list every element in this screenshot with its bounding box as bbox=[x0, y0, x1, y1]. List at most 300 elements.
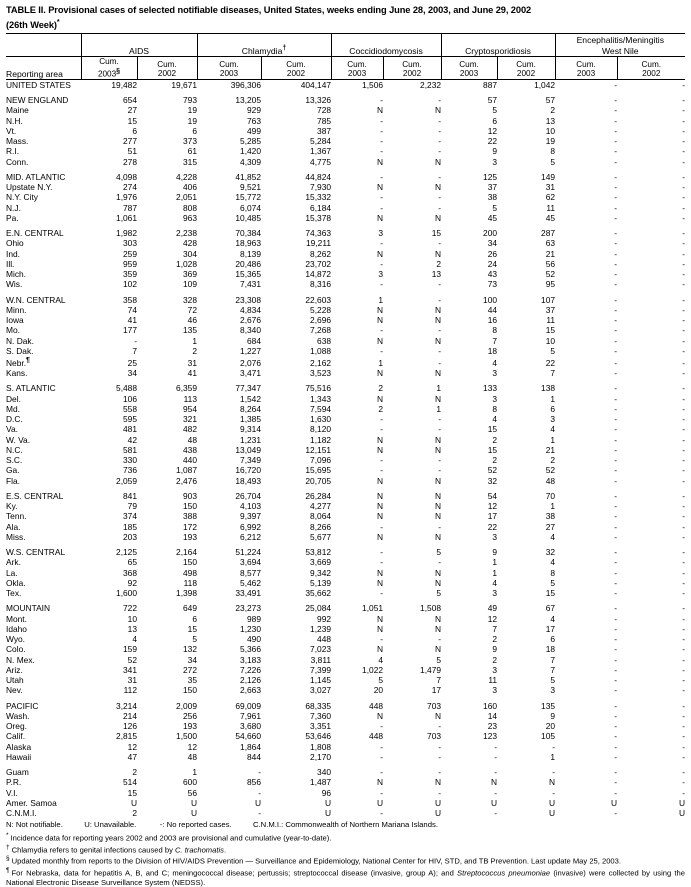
row-value-cell: 5,139 bbox=[310, 577, 332, 588]
row-value-cell: - bbox=[682, 238, 686, 249]
row-value-cell: 105 bbox=[541, 731, 556, 742]
row-value-cell: 341 bbox=[123, 664, 137, 675]
row-value-cell: - bbox=[682, 192, 686, 203]
row-value-cell: 448 bbox=[369, 700, 384, 711]
row-value-cell: - bbox=[614, 511, 618, 522]
row-value-cell: 1,542 bbox=[240, 393, 261, 404]
row-value-cell: - bbox=[438, 136, 442, 147]
header-group-row bbox=[6, 34, 685, 57]
row-value-cell: 9 bbox=[550, 710, 556, 721]
table-row bbox=[6, 547, 685, 557]
row-value-cell: - bbox=[682, 567, 686, 578]
row-value-cell: - bbox=[614, 212, 618, 223]
row-value-cell: 125 bbox=[483, 171, 498, 182]
row-value-cell: 2,125 bbox=[116, 547, 137, 558]
row-value-cell: 77,347 bbox=[235, 383, 261, 394]
row-value-cell: 5 bbox=[436, 654, 442, 665]
row-value-cell: 6,074 bbox=[240, 202, 261, 213]
table-row bbox=[6, 126, 685, 136]
row-value-cell: - bbox=[614, 603, 618, 614]
row-value-cell: 959 bbox=[123, 258, 137, 269]
row-value-cell: - bbox=[682, 603, 686, 614]
row-value-cell: N bbox=[376, 644, 384, 655]
row-value-cell: - bbox=[614, 434, 618, 445]
row-value-cell: 185 bbox=[123, 521, 137, 532]
row-value-cell: 7,023 bbox=[310, 644, 332, 655]
footnote-legend: N: Not notifiable. U: Unavailable. -: No reported cases. C.N.M.I.: Commonwealth of Northern Mariana Islands. bbox=[6, 820, 438, 830]
row-value-cell: 41,852 bbox=[235, 171, 261, 182]
row-value-cell: - bbox=[614, 455, 618, 466]
row-value-cell: 2,815 bbox=[116, 731, 137, 742]
footnote-text: Incidence data for reporting years 2002 and 2003 are provisional and cumulative (year-to-date). bbox=[10, 833, 332, 843]
row-value-cell: 2 bbox=[550, 455, 556, 466]
row-value-cell: 1,385 bbox=[240, 414, 261, 425]
row-value-cell: - bbox=[380, 767, 384, 778]
row-value-cell: U bbox=[324, 797, 332, 808]
row-value-cell: - bbox=[614, 700, 618, 711]
row-value-cell: N bbox=[434, 490, 442, 501]
row-value-cell: N bbox=[434, 567, 442, 578]
row-value-cell: - bbox=[438, 294, 442, 305]
row-value-cell: - bbox=[438, 767, 442, 778]
row-value-cell: 4,775 bbox=[310, 156, 332, 167]
row-value-cell: 2 bbox=[492, 634, 498, 645]
row-value-cell: - bbox=[614, 403, 618, 414]
row-value-cell: N bbox=[376, 777, 384, 788]
row-value-cell: - bbox=[380, 325, 384, 336]
row-value-cell: 315 bbox=[183, 156, 197, 167]
row-value-cell: 20,486 bbox=[235, 258, 261, 269]
header-sub-crypto-2002: Cum. 2002 bbox=[497, 57, 555, 80]
row-value-cell: 7 bbox=[492, 335, 498, 346]
row-value-cell: - bbox=[614, 258, 618, 269]
row-value-cell: N bbox=[434, 335, 442, 346]
table-body bbox=[6, 79, 685, 818]
row-value-cell: 2 bbox=[492, 434, 498, 445]
table-row bbox=[6, 192, 685, 202]
row-value-cell: N bbox=[434, 248, 442, 259]
row-value-cell: - bbox=[682, 248, 686, 259]
row-value-cell: 3,523 bbox=[310, 368, 332, 379]
footnote-item bbox=[6, 854, 685, 866]
row-value-cell: 48 bbox=[545, 475, 556, 486]
row-value-cell: 3 bbox=[492, 368, 498, 379]
row-value-cell: 1,508 bbox=[420, 603, 442, 614]
row-area-label: Iowa bbox=[6, 315, 24, 326]
row-value-cell: 1,182 bbox=[310, 434, 332, 445]
row-area-label: N.C. bbox=[6, 444, 23, 455]
row-value-cell: N bbox=[434, 644, 442, 655]
row-value-cell: 43 bbox=[487, 269, 498, 280]
row-value-cell: 8,316 bbox=[310, 279, 332, 290]
row-value-cell: 49 bbox=[487, 603, 498, 614]
row-value-cell: - bbox=[614, 521, 618, 532]
row-value-cell: 8,120 bbox=[310, 424, 332, 435]
table-row bbox=[6, 213, 685, 223]
table-row bbox=[6, 685, 685, 695]
row-value-cell: 703 bbox=[427, 700, 442, 711]
row-value-cell: 2,696 bbox=[310, 315, 332, 326]
row-value-cell: - bbox=[682, 357, 686, 368]
row-area-label: Tex. bbox=[6, 588, 22, 599]
row-value-cell: 106 bbox=[123, 393, 137, 404]
row-value-cell: 359 bbox=[123, 269, 137, 280]
row-value-cell: 13,205 bbox=[235, 95, 261, 106]
row-value-cell: U bbox=[678, 797, 686, 808]
row-value-cell: N bbox=[434, 475, 442, 486]
row-value-cell: 4 bbox=[132, 634, 137, 645]
row-value-cell: 21 bbox=[545, 248, 556, 259]
row-value-cell: 498 bbox=[183, 567, 197, 578]
row-value-cell: 4,098 bbox=[116, 171, 137, 182]
row-value-cell: 16,720 bbox=[235, 465, 261, 476]
table-row bbox=[6, 79, 685, 90]
row-value-cell: 17 bbox=[431, 685, 442, 696]
row-value-cell: 57 bbox=[487, 95, 498, 106]
row-area-label: W.S. CENTRAL bbox=[6, 547, 66, 558]
row-value-cell: - bbox=[614, 634, 618, 645]
row-value-cell: 1,088 bbox=[310, 345, 332, 356]
row-value-cell: 133 bbox=[483, 383, 498, 394]
table-row bbox=[6, 95, 685, 105]
row-value-cell: 6,359 bbox=[176, 383, 197, 394]
row-value-cell: - bbox=[380, 238, 384, 249]
row-value-cell: 9 bbox=[492, 547, 498, 558]
row-value-cell: 100 bbox=[483, 294, 498, 305]
row-value-cell: 7,096 bbox=[310, 455, 332, 466]
row-value-cell: - bbox=[682, 125, 686, 136]
row-value-cell: 448 bbox=[369, 731, 384, 742]
footnote-text-tail: . bbox=[223, 845, 227, 855]
row-value-cell: 4 bbox=[550, 557, 556, 568]
row-value-cell: 328 bbox=[183, 294, 197, 305]
row-value-cell: 1,420 bbox=[240, 146, 261, 157]
row-value-cell: 8 bbox=[550, 146, 556, 157]
row-value-cell: U bbox=[610, 797, 618, 808]
row-value-cell: N bbox=[376, 393, 384, 404]
row-value-cell: 41 bbox=[187, 368, 197, 379]
row-value-cell: 595 bbox=[123, 414, 137, 425]
row-value-cell: - bbox=[682, 721, 686, 732]
row-area-label: N.J. bbox=[6, 202, 21, 213]
header-sub-crypto-2003: Cum. 2003 bbox=[441, 57, 497, 80]
row-value-cell: 22 bbox=[487, 136, 498, 147]
row-value-cell: 654 bbox=[123, 95, 137, 106]
footnote-text-tail: (invasive) were collected by using the National Electronic Disease Surveillance System (NEDSS). bbox=[6, 868, 685, 887]
row-value-cell: - bbox=[614, 238, 618, 249]
row-value-cell: 3 bbox=[550, 685, 556, 696]
row-area-label: Conn. bbox=[6, 156, 29, 167]
row-value-cell: N bbox=[376, 248, 384, 259]
row-value-cell: 56 bbox=[187, 787, 197, 798]
table-row bbox=[6, 157, 685, 167]
row-value-cell: 2,170 bbox=[310, 751, 332, 762]
row-value-cell: 1 bbox=[192, 335, 197, 346]
row-value-cell: - bbox=[682, 644, 686, 655]
row-value-cell: 52 bbox=[545, 269, 556, 280]
row-value-cell: 1 bbox=[550, 393, 556, 404]
row-value-cell: 728 bbox=[317, 105, 332, 116]
row-value-cell: - bbox=[494, 751, 498, 762]
row-value-cell: 38 bbox=[545, 511, 556, 522]
row-value-cell: - bbox=[682, 156, 686, 167]
row-value-cell: - bbox=[258, 808, 261, 819]
row-area-label: Idaho bbox=[6, 623, 27, 634]
row-value-cell: 5 bbox=[378, 675, 384, 686]
row-value-cell: - bbox=[682, 95, 686, 106]
footnote-list bbox=[6, 831, 685, 887]
row-value-cell: 1,051 bbox=[362, 603, 384, 614]
row-area-label: Pa. bbox=[6, 212, 19, 223]
row-value-cell: 17 bbox=[487, 511, 498, 522]
table-row bbox=[6, 445, 685, 455]
row-value-cell: 69,009 bbox=[235, 700, 261, 711]
row-value-cell: - bbox=[682, 475, 686, 486]
row-value-cell: 1,500 bbox=[176, 731, 197, 742]
row-value-cell: - bbox=[438, 115, 442, 126]
table-row bbox=[6, 116, 685, 126]
row-value-cell: - bbox=[682, 501, 686, 512]
row-value-cell: 5 bbox=[436, 588, 442, 599]
row-value-cell: 6 bbox=[192, 613, 197, 624]
row-value-cell: 2 bbox=[192, 345, 197, 356]
row-value-cell: - bbox=[614, 202, 618, 213]
header-group-encephalitis-west-nile: Encephalitis/Meningitis West Nile bbox=[555, 34, 685, 57]
row-value-cell: 12,151 bbox=[305, 444, 332, 455]
row-value-cell: 57 bbox=[545, 95, 556, 106]
row-value-cell: 438 bbox=[183, 444, 197, 455]
row-value-cell: 1 bbox=[492, 567, 498, 578]
row-value-cell: 15,332 bbox=[305, 192, 332, 203]
row-value-cell: 214 bbox=[123, 710, 137, 721]
footnote-text-italic: Streptococcus pneumoniae bbox=[457, 868, 551, 878]
row-value-cell: - bbox=[682, 345, 686, 356]
row-value-cell: 5,488 bbox=[116, 383, 137, 394]
row-area-label: UNITED STATES bbox=[6, 79, 71, 90]
row-value-cell: 3,183 bbox=[240, 654, 261, 665]
footnote-text: Chlamydia refers to genital infections caused by bbox=[11, 845, 175, 855]
row-value-cell: - bbox=[438, 521, 442, 532]
row-value-cell: 13 bbox=[431, 269, 442, 280]
row-value-cell: - bbox=[614, 531, 618, 542]
table-row bbox=[6, 644, 685, 654]
row-value-cell: 193 bbox=[183, 531, 197, 542]
row-value-cell: 26,704 bbox=[235, 490, 261, 501]
row-value-cell: 7 bbox=[132, 345, 137, 356]
row-value-cell: 46 bbox=[187, 315, 197, 326]
row-value-cell: 8,139 bbox=[240, 248, 261, 259]
row-value-cell: 113 bbox=[183, 393, 197, 404]
row-value-cell: 3 bbox=[378, 228, 384, 239]
row-value-cell: - bbox=[614, 294, 618, 305]
row-value-cell: U bbox=[376, 797, 384, 808]
table-row bbox=[6, 368, 685, 378]
row-area-label: Upstate N.Y. bbox=[6, 182, 53, 193]
row-value-cell: 70 bbox=[545, 490, 556, 501]
row-value-cell: 5 bbox=[492, 105, 498, 116]
row-value-cell: 7,349 bbox=[240, 455, 261, 466]
footnotes bbox=[6, 818, 685, 887]
row-value-cell: - bbox=[614, 613, 618, 624]
row-area-label: Alaska bbox=[6, 741, 32, 752]
table-row bbox=[6, 788, 685, 798]
table-row bbox=[6, 603, 685, 613]
row-value-cell: 44,824 bbox=[305, 171, 332, 182]
row-value-cell: 24 bbox=[487, 258, 498, 269]
row-value-cell: - bbox=[614, 414, 618, 425]
row-value-cell: - bbox=[380, 202, 384, 213]
row-value-cell: N bbox=[376, 577, 384, 588]
header-group-aids: AIDS bbox=[81, 34, 197, 57]
row-value-cell: - bbox=[438, 455, 442, 466]
row-value-cell: - bbox=[614, 105, 618, 116]
row-value-cell: 6 bbox=[132, 125, 137, 136]
row-value-cell: - bbox=[614, 357, 618, 368]
row-value-cell: 4 bbox=[492, 357, 498, 368]
table-row bbox=[6, 767, 685, 777]
row-value-cell: - bbox=[614, 393, 618, 404]
row-value-cell: - bbox=[380, 588, 384, 599]
table-row bbox=[6, 614, 685, 624]
row-value-cell: - bbox=[614, 751, 618, 762]
row-area-label: D.C. bbox=[6, 414, 23, 425]
notifiable-diseases-table bbox=[6, 33, 685, 818]
row-value-cell: 3,811 bbox=[310, 654, 332, 665]
row-value-cell: 74 bbox=[127, 304, 137, 315]
row-value-cell: 68,335 bbox=[305, 700, 332, 711]
row-area-label: C.N.M.I. bbox=[6, 808, 37, 819]
row-value-cell: N bbox=[376, 212, 384, 223]
table-row bbox=[6, 295, 685, 305]
row-value-cell: - bbox=[494, 787, 498, 798]
row-value-cell: 13,049 bbox=[235, 444, 261, 455]
row-area-label: Ariz. bbox=[6, 664, 23, 675]
row-value-cell: 1,022 bbox=[362, 664, 384, 675]
row-value-cell: - bbox=[614, 787, 618, 798]
row-value-cell: 6 bbox=[550, 403, 556, 414]
row-value-cell: 19 bbox=[187, 115, 197, 126]
row-value-cell: N bbox=[434, 710, 442, 721]
row-value-cell: N bbox=[434, 501, 442, 512]
row-value-cell: 22 bbox=[545, 357, 556, 368]
row-value-cell: 1,982 bbox=[116, 228, 137, 239]
row-value-cell: N bbox=[434, 212, 442, 223]
row-value-cell: 35,662 bbox=[305, 588, 332, 599]
row-value-cell: - bbox=[614, 547, 618, 558]
row-value-cell: 8,064 bbox=[310, 511, 332, 522]
table-row bbox=[6, 346, 685, 356]
table-row bbox=[6, 105, 685, 115]
row-value-cell: 5,677 bbox=[310, 531, 332, 542]
row-value-cell: 558 bbox=[123, 403, 137, 414]
row-value-cell: - bbox=[682, 182, 686, 193]
row-value-cell: - bbox=[682, 577, 686, 588]
row-value-cell: N bbox=[376, 531, 384, 542]
row-value-cell: - bbox=[682, 294, 686, 305]
row-value-cell: - bbox=[438, 465, 442, 476]
row-value-cell: 1,808 bbox=[310, 741, 332, 752]
row-value-cell: - bbox=[682, 136, 686, 147]
row-value-cell: - bbox=[552, 767, 556, 778]
header-sub-row bbox=[6, 57, 685, 80]
table-row bbox=[6, 808, 685, 818]
row-value-cell: 6 bbox=[550, 634, 556, 645]
row-value-cell: - bbox=[614, 490, 618, 501]
row-value-cell: 5,285 bbox=[240, 136, 261, 147]
row-area-label: Nev. bbox=[6, 685, 23, 696]
table-row bbox=[6, 568, 685, 578]
row-value-cell: 3 bbox=[550, 414, 556, 425]
row-value-cell: 22 bbox=[487, 521, 498, 532]
row-value-cell: 5 bbox=[492, 202, 498, 213]
row-value-cell: - bbox=[614, 192, 618, 203]
row-value-cell: N bbox=[434, 577, 442, 588]
row-value-cell: 4,103 bbox=[240, 501, 261, 512]
row-value-cell: 2 bbox=[492, 455, 498, 466]
row-area-label: N.Y. City bbox=[6, 192, 38, 203]
row-value-cell: 11 bbox=[546, 202, 556, 213]
row-value-cell: 8,340 bbox=[240, 325, 261, 336]
row-value-cell: 200 bbox=[483, 228, 498, 239]
row-area-label: Utah bbox=[6, 675, 24, 686]
row-value-cell: 1,864 bbox=[240, 741, 261, 752]
row-value-cell: U bbox=[678, 808, 686, 819]
row-value-cell: 15 bbox=[187, 623, 197, 634]
row-value-cell: 15 bbox=[127, 115, 137, 126]
row-value-cell: N bbox=[434, 304, 442, 315]
row-value-cell: 3 bbox=[492, 393, 498, 404]
table-row bbox=[6, 701, 685, 711]
row-value-cell: 406 bbox=[183, 182, 197, 193]
row-value-cell: - bbox=[614, 501, 618, 512]
row-value-cell: 581 bbox=[123, 444, 137, 455]
row-value-cell: - bbox=[380, 258, 384, 269]
row-area-label: N.H. bbox=[6, 115, 23, 126]
row-value-cell: 6 bbox=[492, 115, 498, 126]
row-value-cell: 1,367 bbox=[310, 146, 332, 157]
row-area-label: Vt. bbox=[6, 125, 17, 136]
row-value-cell: 287 bbox=[541, 228, 556, 239]
row-value-cell: 428 bbox=[183, 238, 197, 249]
row-value-cell: 11 bbox=[546, 315, 556, 326]
row-value-cell: - bbox=[614, 557, 618, 568]
page-title bbox=[0, 0, 691, 33]
row-value-cell: - bbox=[380, 424, 384, 435]
row-value-cell: 2,238 bbox=[176, 228, 197, 239]
row-value-cell: 963 bbox=[183, 212, 197, 223]
row-value-cell: - bbox=[682, 279, 686, 290]
row-area-label: Kans. bbox=[6, 368, 28, 379]
row-value-cell: - bbox=[438, 279, 442, 290]
row-value-cell: N bbox=[434, 623, 442, 634]
row-area-label: Ky. bbox=[6, 501, 18, 512]
table-row bbox=[6, 146, 685, 156]
row-value-cell: 1 bbox=[378, 294, 384, 305]
row-value-cell: 15,378 bbox=[305, 212, 332, 223]
row-value-cell: 160 bbox=[483, 700, 498, 711]
row-value-cell: - bbox=[614, 567, 618, 578]
row-value-cell: 514 bbox=[123, 777, 137, 788]
row-value-cell: 26 bbox=[487, 248, 498, 259]
table-row bbox=[6, 136, 685, 146]
row-value-cell: 8 bbox=[492, 325, 498, 336]
row-value-cell: 13 bbox=[545, 115, 556, 126]
row-value-cell: 18,493 bbox=[235, 475, 261, 486]
row-value-cell: - bbox=[682, 335, 686, 346]
row-value-cell: 3,027 bbox=[310, 685, 332, 696]
table-row bbox=[6, 203, 685, 213]
row-value-cell: 52 bbox=[127, 654, 137, 665]
